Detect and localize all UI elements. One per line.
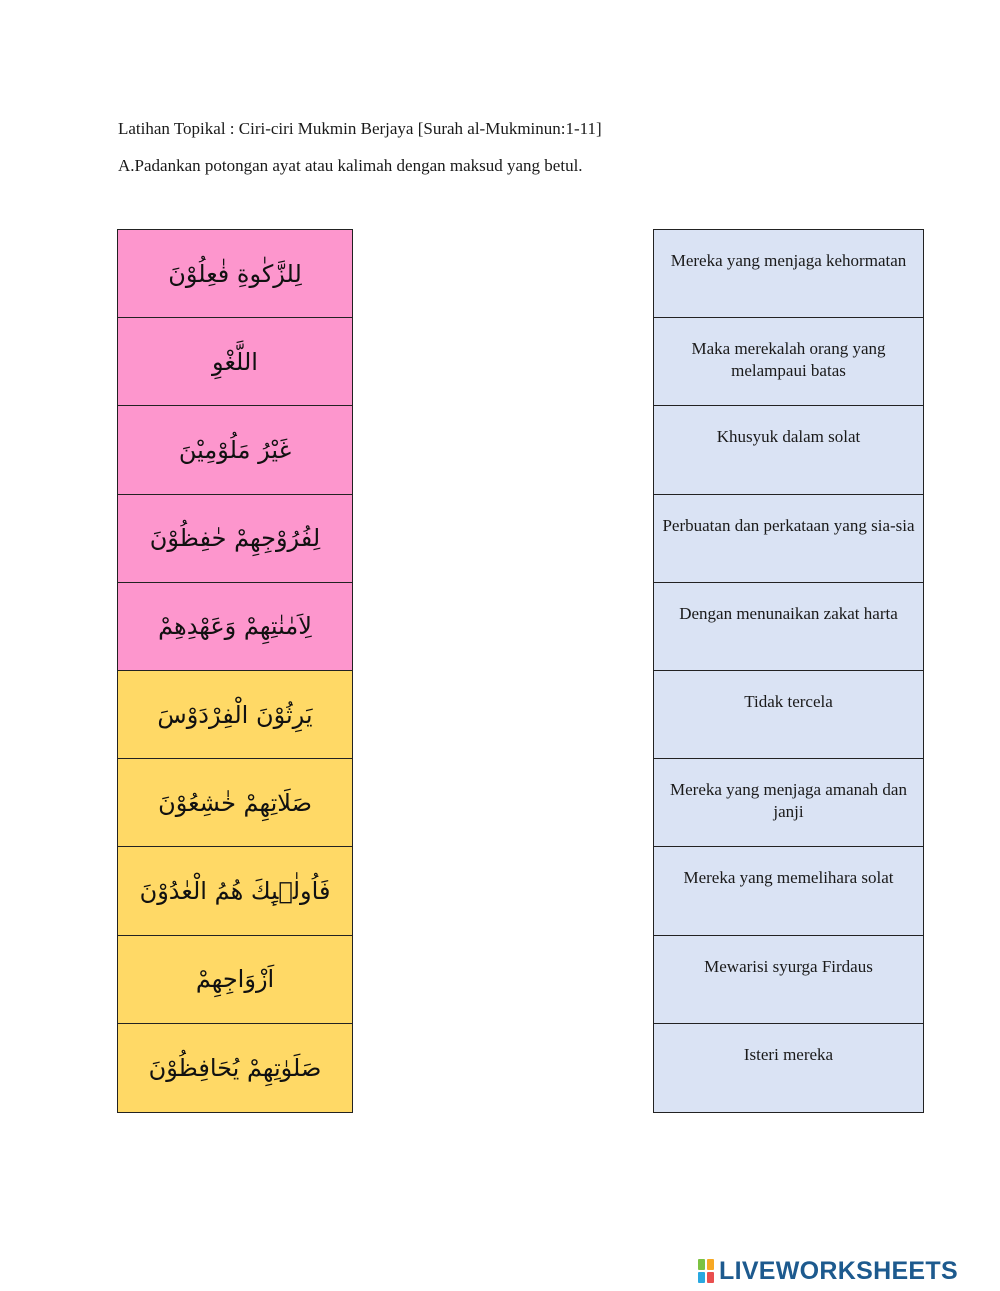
meaning-cell[interactable]: Maka merekalah orang yang melampaui batas bbox=[654, 318, 923, 406]
logo-mark-icon bbox=[698, 1259, 714, 1283]
meaning-cell[interactable]: Perbuatan dan perkataan yang sia-sia bbox=[654, 495, 923, 583]
arabic-phrase-cell[interactable]: لِاَمٰنٰتِهِمْ وَعَهْدِهِمْ bbox=[118, 583, 352, 671]
worksheet-instruction: A.Padankan potongan ayat atau kalimah dengan maksud yang betul. bbox=[118, 156, 583, 175]
meaning-cell[interactable]: Mereka yang memelihara solat bbox=[654, 847, 923, 935]
arabic-phrase-cell[interactable]: اللَّغْوِ bbox=[118, 318, 352, 406]
liveworksheets-logo bbox=[698, 1258, 958, 1284]
logo-text: LIVEWORKSHEETS bbox=[719, 1256, 958, 1285]
logo-block-icon bbox=[707, 1259, 714, 1270]
arabic-phrase-cell[interactable]: صَلَاتِهِمْ خٰشِعُوْنَ bbox=[118, 759, 352, 847]
arabic-phrase-cell[interactable]: صَلَوٰتِهِمْ يُحَافِظُوْنَ bbox=[118, 1024, 352, 1112]
arabic-phrase-cell[interactable]: لِلزَّكٰوةِ فٰعِلُوْنَ bbox=[118, 230, 352, 318]
arabic-phrase-cell[interactable]: يَرِثُوْنَ الْفِرْدَوْسَ bbox=[118, 671, 352, 759]
meaning-cell[interactable]: Mereka yang menjaga kehormatan bbox=[654, 230, 923, 318]
arabic-phrase-cell[interactable]: غَيْرُ مَلُوْمِيْنَ bbox=[118, 406, 352, 494]
logo-block-icon bbox=[707, 1272, 714, 1283]
logo-block-icon bbox=[698, 1272, 705, 1283]
meaning-cell[interactable]: Khusyuk dalam solat bbox=[654, 406, 923, 494]
meaning-cell[interactable]: Isteri mereka bbox=[654, 1024, 923, 1112]
meaning-cell[interactable]: Mereka yang menjaga amanah dan janji bbox=[654, 759, 923, 847]
worksheet-title: Latihan Topikal : Ciri-ciri Mukmin Berjaya [Surah al-Mukminun:1-11] bbox=[118, 119, 602, 138]
meaning-column bbox=[653, 229, 924, 1113]
arabic-phrase-cell[interactable]: اَزْوَاجِهِمْ bbox=[118, 936, 352, 1024]
arabic-phrase-cell[interactable]: فَاُولٰۤىِٕكَ هُمُ الْعٰدُوْنَ bbox=[118, 847, 352, 935]
arabic-phrase-column bbox=[117, 229, 353, 1113]
meaning-cell[interactable]: Tidak tercela bbox=[654, 671, 923, 759]
meaning-cell[interactable]: Mewarisi syurga Firdaus bbox=[654, 936, 923, 1024]
meaning-cell[interactable]: Dengan menunaikan zakat harta bbox=[654, 583, 923, 671]
arabic-phrase-cell[interactable]: لِفُرُوْجِهِمْ حٰفِظُوْنَ bbox=[118, 495, 352, 583]
logo-block-icon bbox=[698, 1259, 705, 1270]
